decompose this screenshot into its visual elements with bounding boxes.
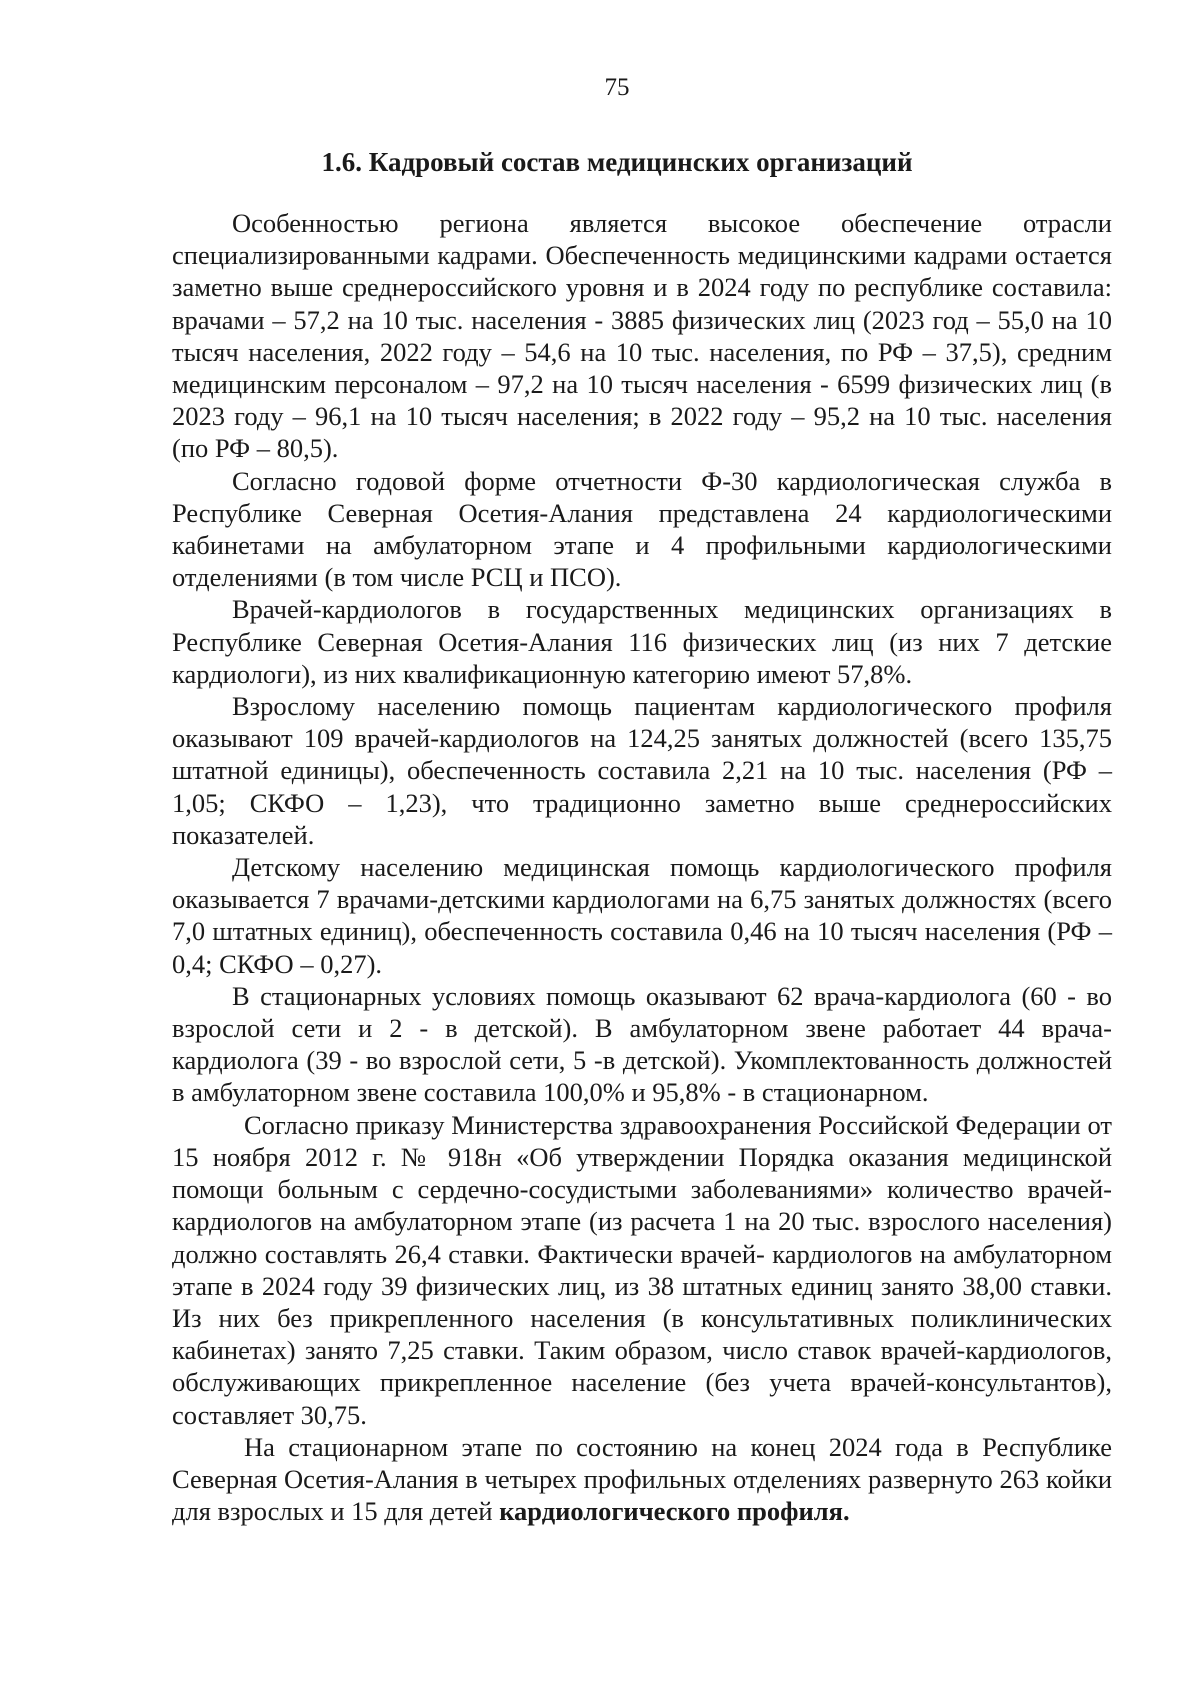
paragraph-adult-care: Взрослому населению помощь пациентам кардиологического профиля оказывают 109 врачей-кардиологов на 124,25 занятых должностей (всего 135,75 штатной единицы), обеспеченность составила 2,21 на 10 тыс. населения (РФ – 1,05; СКФО – 1,23), что традиционно заметно выше среднероссийских показателей.: [172, 691, 1112, 850]
paragraph-beds: [172, 1431, 1112, 1528]
paragraph-inpatient-outpatient: В стационарных условиях помощь оказывают 62 врача-кардиолога (60 - во взрослой сети и 2 - в детской). В амбулаторном звене работает 44 врача-кардиолога (39 - во взрослой сети, 5 -в детской). Укомплектованность должностей в амбулаторном звене составила 100,0% и 95,8% - в стационарном.: [172, 980, 1112, 1108]
paragraph-child-care: Детскому населению медицинская помощь кардиологического профиля оказывается 7 врачами-детскими кардиологами на 6,75 занятых должностях (всего 7,0 штатных единиц), обеспеченность составила 0,46 на 10 тысяч населения (РФ – 0,4; СКФО – 0,27).: [172, 852, 1112, 979]
paragraph-ministry-order: Согласно приказу Министерства здравоохранения Российской Федерации от 15 ноября 2012 г. № 918н «Об утверждении Порядка оказания медицинской помощи больным с сердечно-сосудистыми заболеваниями» количество врачей-кардиологов на амбулаторном этапе (из расчета 1 на 20 тыс. взрослого населения) должно составлять 26,4 ставки. Фактически врачей- кардиологов на амбулаторном этапе в 2024 году 39 физических лиц, из 38 штатных единиц занято 38,00 ставки. Из них без прикрепленного населения (в консультативных поликлинических кабинетах) занято 7,25 ставки. Таким образом, число ставок врачей-кардиологов, обслуживающих прикрепленное население (без учета врачей-консультантов), составляет 30,75.: [172, 1109, 1112, 1430]
body-text: [172, 207, 1112, 1527]
paragraph-cardiologists-count: Врачей-кардиологов в государственных медицинских организациях в Республике Северная Осетия-Алания 116 физических лиц (из них 7 детские кардиологи), из них квалификационную категорию имеют 57,8%.: [172, 594, 1112, 689]
paragraph-beds-text: На стационарном этапе по состоянию на конец 2024 года в Республике Северная Осетия-Алания в четырех профильных отделениях развернуто 263 койки для взрослых и 15 для детей: [172, 1431, 1112, 1527]
section-heading: 1.6. Кадровый состав медицинских организаций: [321, 147, 913, 177]
paragraph-beds-bold: кардиологического профиля.: [499, 1496, 850, 1527]
paragraph-staffing-overview: Особенностью региона является высокое обеспечение отрасли специализированными кадрами. Обеспеченность медицинскими кадрами остается заметно выше среднероссийского уровня и в 2024 году по республике составила: врачами – 57,2 на 10 тыс. населения - 3885 физических лиц (2023 год – 55,0 на 10 тысяч населения, 2022 году – 54,6 на 10 тыс. населения, по РФ – 37,5), средним медицинским персоналом – 97,2 на 10 тысяч населения - 6599 физических лиц (в 2023 году – 96,1 на 10 тысяч населения; в 2022 году – 95,2 на 10 тыс. населения (по РФ – 80,5).: [172, 208, 1112, 464]
page-number: 75: [604, 74, 630, 101]
paragraph-cardiology-service: Согласно годовой форме отчетности Ф-30 кардиологическая служба в Республике Северная Осетия-Алания представлена 24 кардиологическими кабинетами на амбулаторном этапе и 4 профильными кардиологическими отделениями (в том числе РСЦ и ПСО).: [172, 465, 1112, 593]
